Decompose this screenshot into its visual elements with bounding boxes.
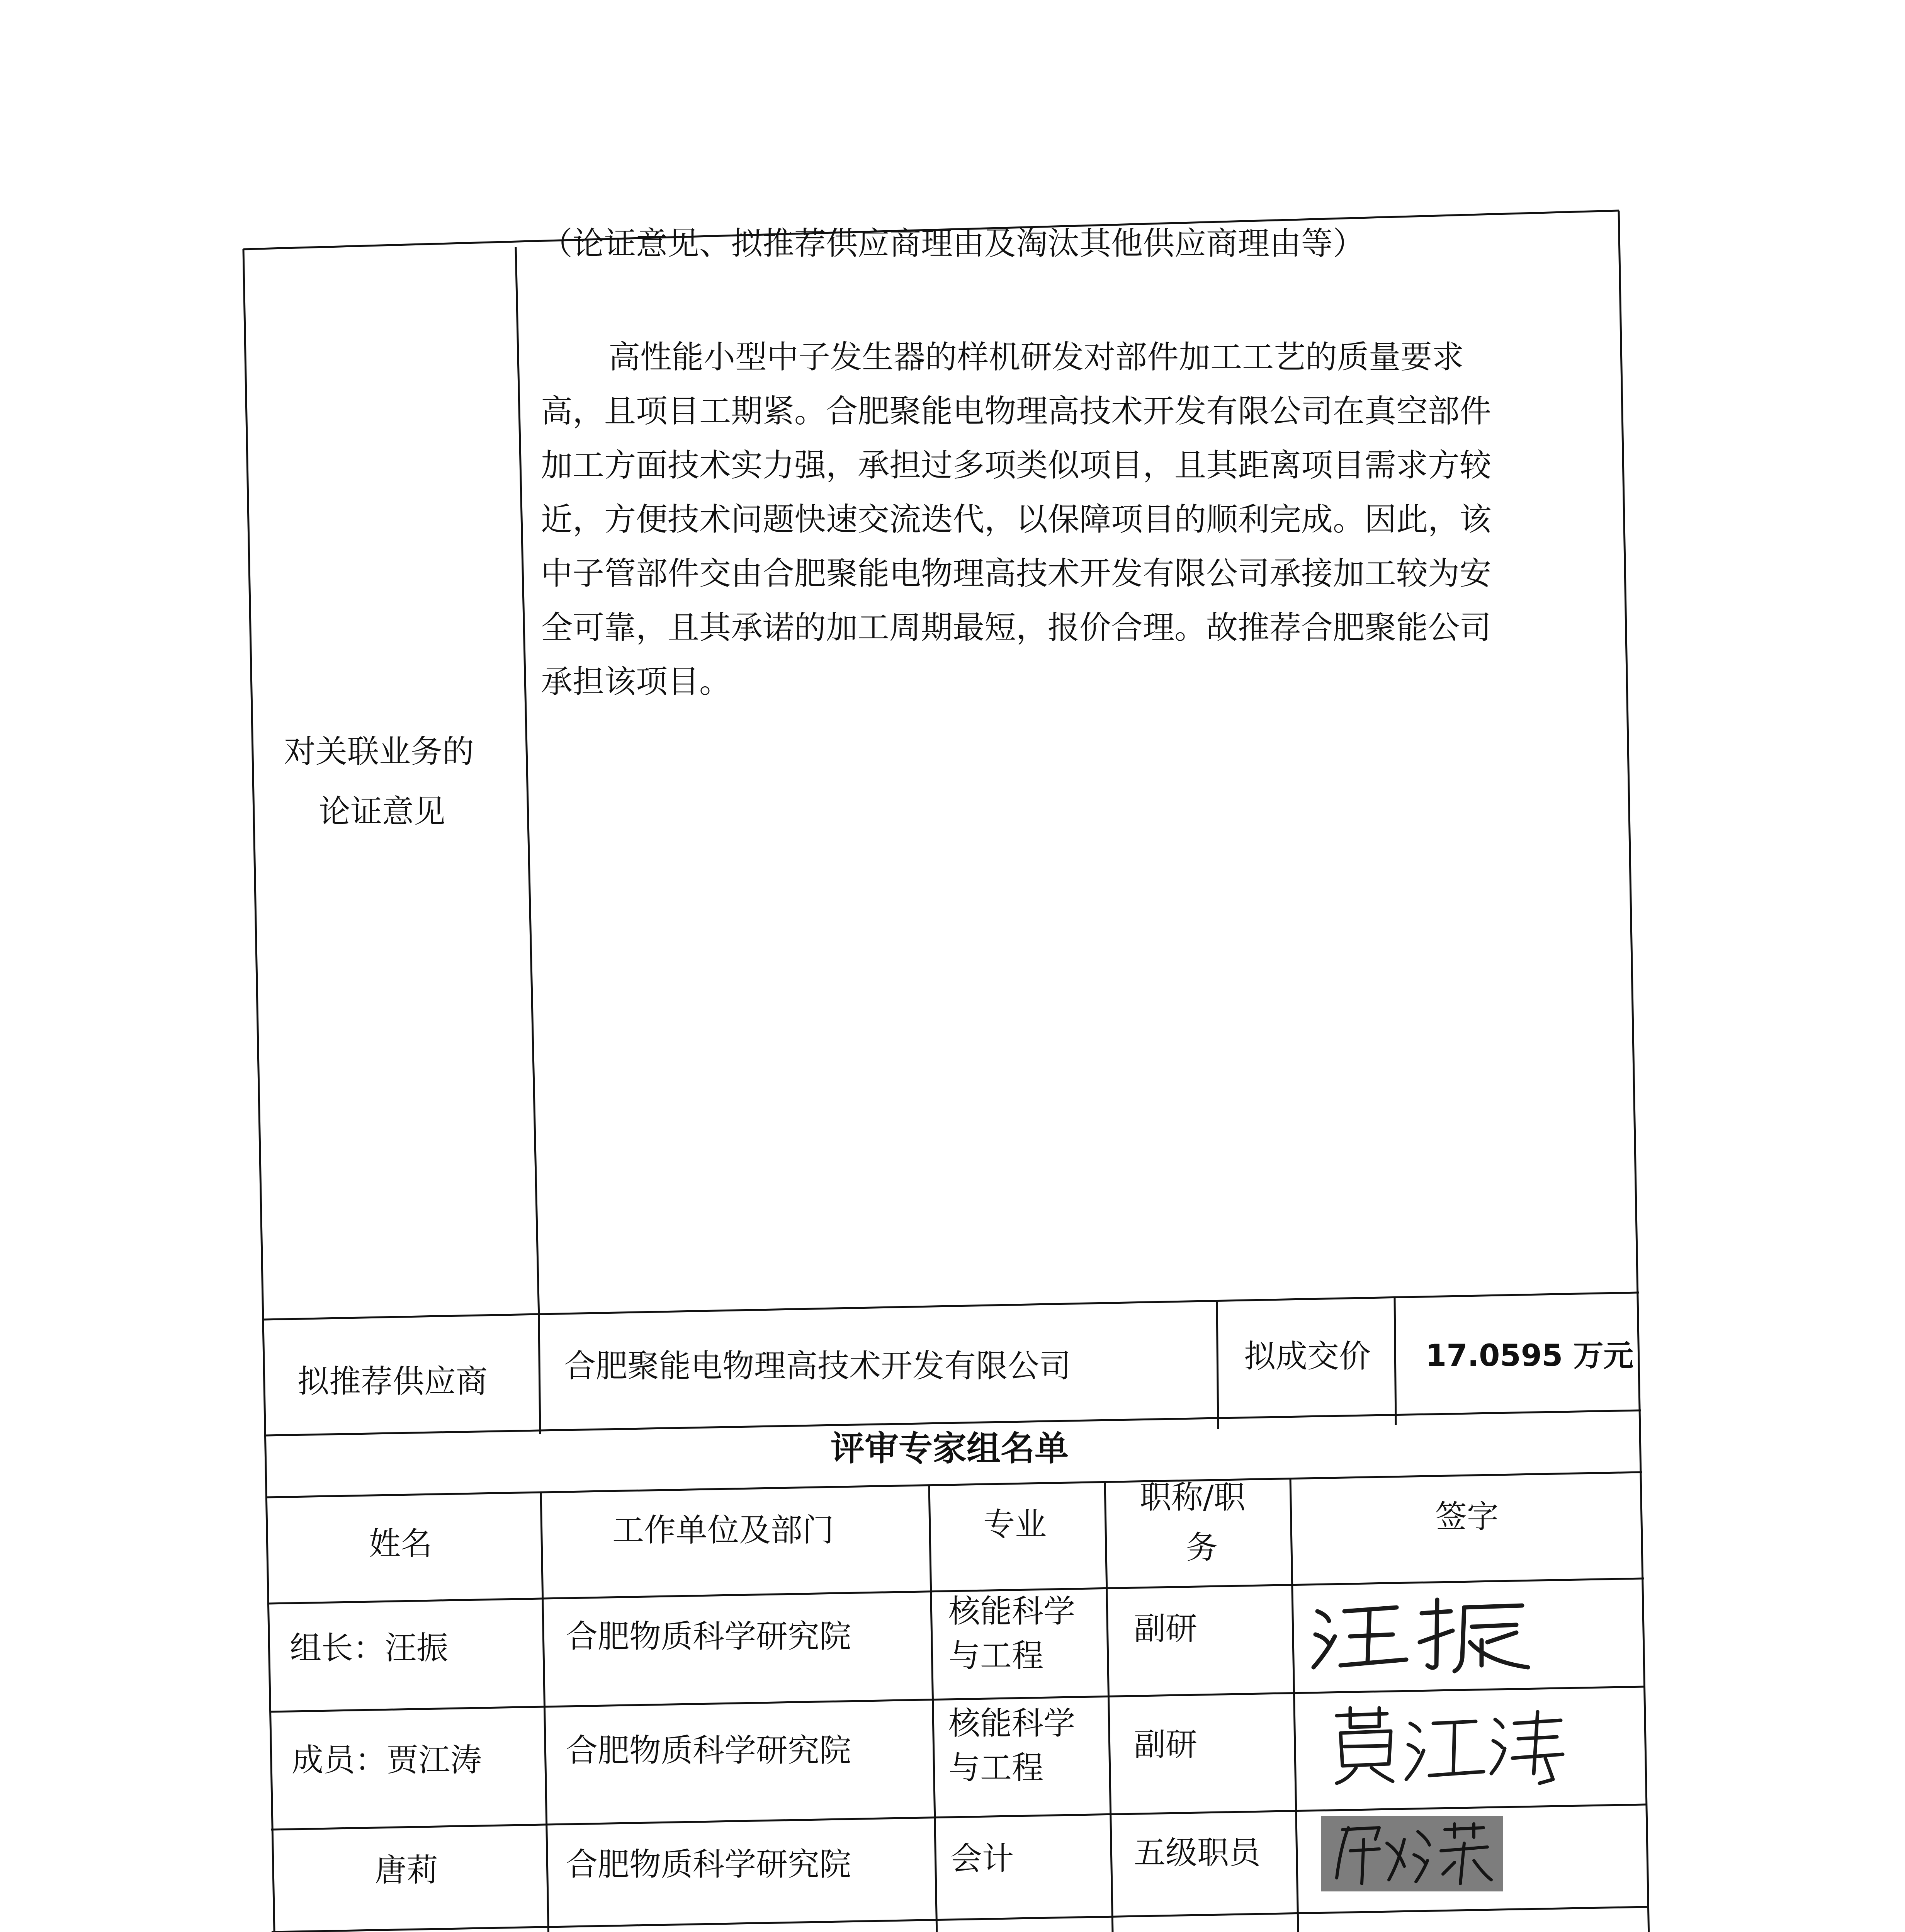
expert-name: 成员：贾江涛 xyxy=(292,1742,482,1779)
expert-signature-tang-li xyxy=(1321,1816,1503,1891)
expert-signature-jia-jiangtao xyxy=(1314,1696,1576,1793)
justification-line-7: 承担该项目。 xyxy=(541,663,731,700)
expert-title: 副研 xyxy=(1134,1611,1198,1647)
justification-line-6: 全可靠，且其承诺的加工周期最短，报价合理。故推荐合肥聚能公司 xyxy=(541,609,1492,646)
justification-line-3: 加工方面技术实力强，承担过多项类似项目，且其距离项目需求方较 xyxy=(541,447,1492,484)
expert-major-line-2: 与工程 xyxy=(948,1750,1044,1786)
justification-line-5: 中子管部件交由合肥聚能电物理高技术开发有限公司承接加工较为安 xyxy=(541,555,1492,592)
price-label: 拟成交价 xyxy=(1244,1338,1371,1375)
experts-title: 评审专家组名单 xyxy=(831,1429,1069,1468)
header-title-line-1: 职称/职 xyxy=(1140,1479,1246,1516)
expert-title: 副研 xyxy=(1134,1726,1198,1763)
expert-title: 五级职员 xyxy=(1134,1835,1261,1871)
justification-label-line-2: 论证意见 xyxy=(319,793,446,830)
expert-name: 唐莉 xyxy=(375,1852,438,1889)
justification-line-1: 高性能小型中子发生器的样机研发对部件加工工艺的质量要求 xyxy=(608,339,1464,376)
header-name: 姓名 xyxy=(369,1526,433,1562)
header-sign: 签字 xyxy=(1435,1498,1499,1535)
header-title-line-2: 务 xyxy=(1186,1529,1218,1566)
justification-label-line-1: 对关联业务的 xyxy=(284,733,474,770)
expert-signature-wang-zhen xyxy=(1306,1584,1545,1677)
expert-name: 组长：汪振 xyxy=(290,1630,449,1667)
expert-org: 合肥物质科学研究院 xyxy=(566,1846,851,1883)
expert-org: 合肥物质科学研究院 xyxy=(566,1618,851,1655)
expert-major-line-2: 与工程 xyxy=(948,1638,1044,1674)
expert-major-line-1: 核能科学 xyxy=(948,1705,1076,1742)
price-value: 17.0595 万元 xyxy=(1426,1338,1634,1373)
supplier-name: 合肥聚能电物理高技术开发有限公司 xyxy=(564,1348,1071,1384)
expert-major-line-1: 核能科学 xyxy=(948,1593,1076,1630)
expert-org: 合肥物质科学研究院 xyxy=(566,1732,851,1769)
justification-line-4: 近，方便技术问题快速交流迭代，以保障项目的顺利完成。因此，该 xyxy=(541,501,1492,538)
header-org: 工作单位及部门 xyxy=(612,1512,834,1549)
expert-major: 会计 xyxy=(950,1840,1014,1877)
supplier-label: 拟推荐供应商 xyxy=(297,1363,488,1400)
justification-hint: （论证意见、拟推荐供应商理由及淘汰其他供应商理由等） xyxy=(541,225,1365,262)
justification-line-2: 高，且项目工期紧。合肥聚能电物理高技术开发有限公司在真空部件 xyxy=(541,393,1492,430)
header-major: 专业 xyxy=(983,1506,1047,1543)
